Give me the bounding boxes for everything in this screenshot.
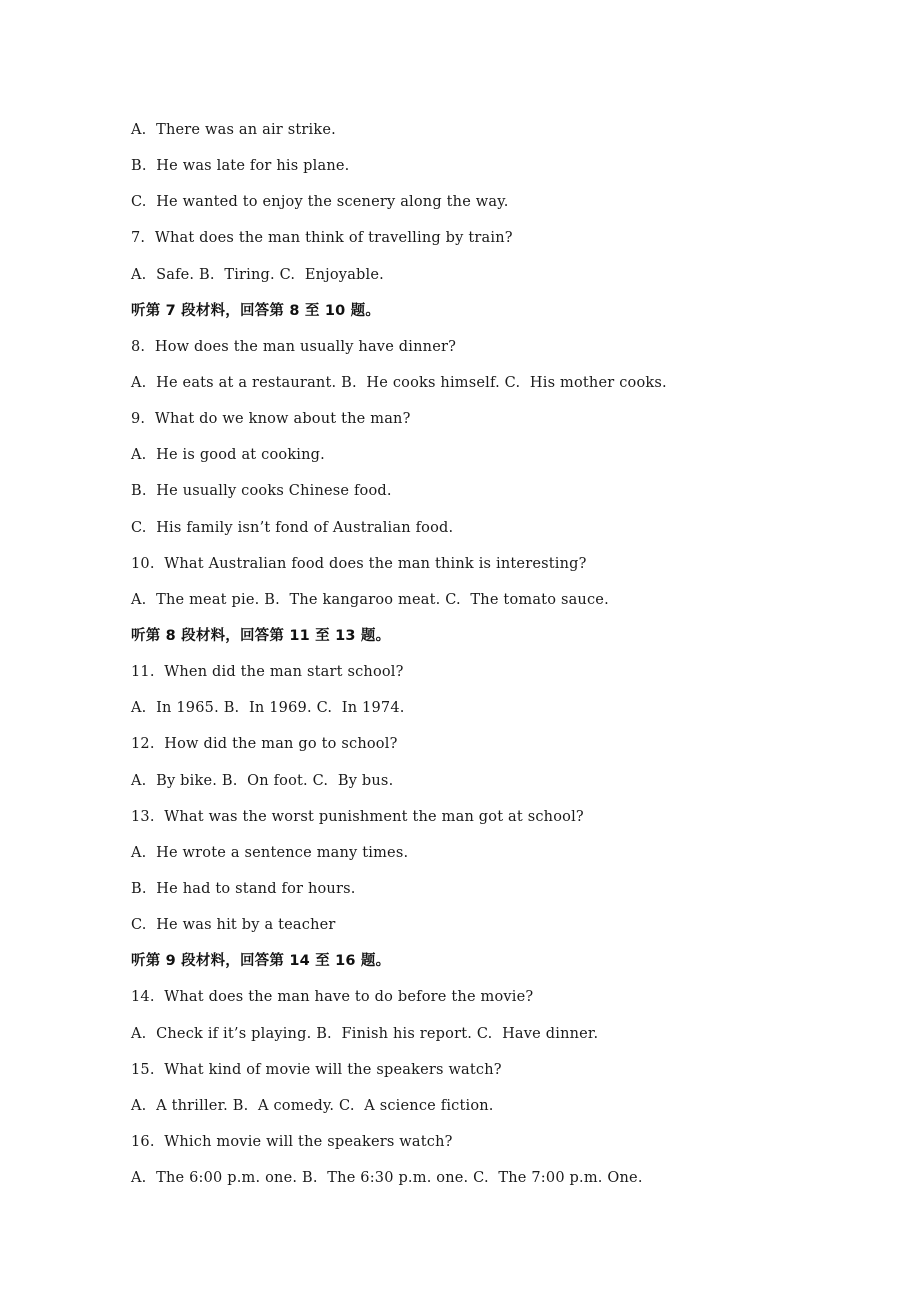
listening-questions <box>131 117 891 1201</box>
question-line: 12. How did the man go to school? <box>131 736 398 753</box>
option-line: A. A thriller. B. A comedy. C. A science fiction. <box>131 1097 494 1114</box>
option-line: A. By bike. B. On foot. C. By bus. <box>131 772 394 789</box>
option-line: C. His family isn’t fond of Australian food. <box>131 519 454 536</box>
option-line: A. He is good at cooking. <box>131 447 325 464</box>
question-line: 11. When did the man start school? <box>131 664 404 681</box>
option-line: A. The 6:00 p.m. one. B. The 6:30 p.m. one. C. The 7:00 p.m. One. <box>131 1170 643 1187</box>
question-line: 10. What Australian food does the man think is interesting? <box>131 555 587 572</box>
option-line: A. There was an air strike. <box>131 122 336 138</box>
question-line: 15. What kind of movie will the speakers watch? <box>131 1061 502 1078</box>
section-heading: 听第 7 段材料，回答第 8 至 10 题。 <box>131 302 381 319</box>
option-line: A. The meat pie. B. The kangaroo meat. C. The tomato sauce. <box>131 591 609 608</box>
option-line: C. He was hit by a teacher <box>131 917 336 934</box>
option-line: B. He had to stand for hours. <box>131 880 356 897</box>
question-line: 8. How does the man usually have dinner? <box>131 338 457 355</box>
question-line: 7. What does the man think of travelling by train? <box>131 230 513 247</box>
option-line: A. Safe. B. Tiring. C. Enjoyable. <box>131 266 384 283</box>
question-line: 16. Which movie will the speakers watch? <box>131 1133 453 1150</box>
option-line: B. He was late for his plane. <box>131 158 350 175</box>
option-line: B. He usually cooks Chinese food. <box>131 483 392 500</box>
section-heading: 听第 9 段材料，回答第 14 至 16 题。 <box>131 953 391 970</box>
option-line: A. He eats at a restaurant. B. He cooks himself. C. His mother cooks. <box>131 374 667 391</box>
option-line: C. He wanted to enjoy the scenery along the way. <box>131 194 509 211</box>
option-line: A. In 1965. B. In 1969. C. In 1974. <box>131 700 405 717</box>
option-line: A. Check if it’s playing. B. Finish his report. C. Have dinner. <box>131 1025 599 1042</box>
question-line: 13. What was the worst punishment the man got at school? <box>131 808 584 825</box>
question-line: 9. What do we know about the man? <box>131 411 411 428</box>
question-line: 14. What does the man have to do before the movie? <box>131 989 534 1006</box>
option-line: A. He wrote a sentence many times. <box>131 844 409 861</box>
section-heading: 听第 8 段材料，回答第 11 至 13 题。 <box>131 627 391 644</box>
